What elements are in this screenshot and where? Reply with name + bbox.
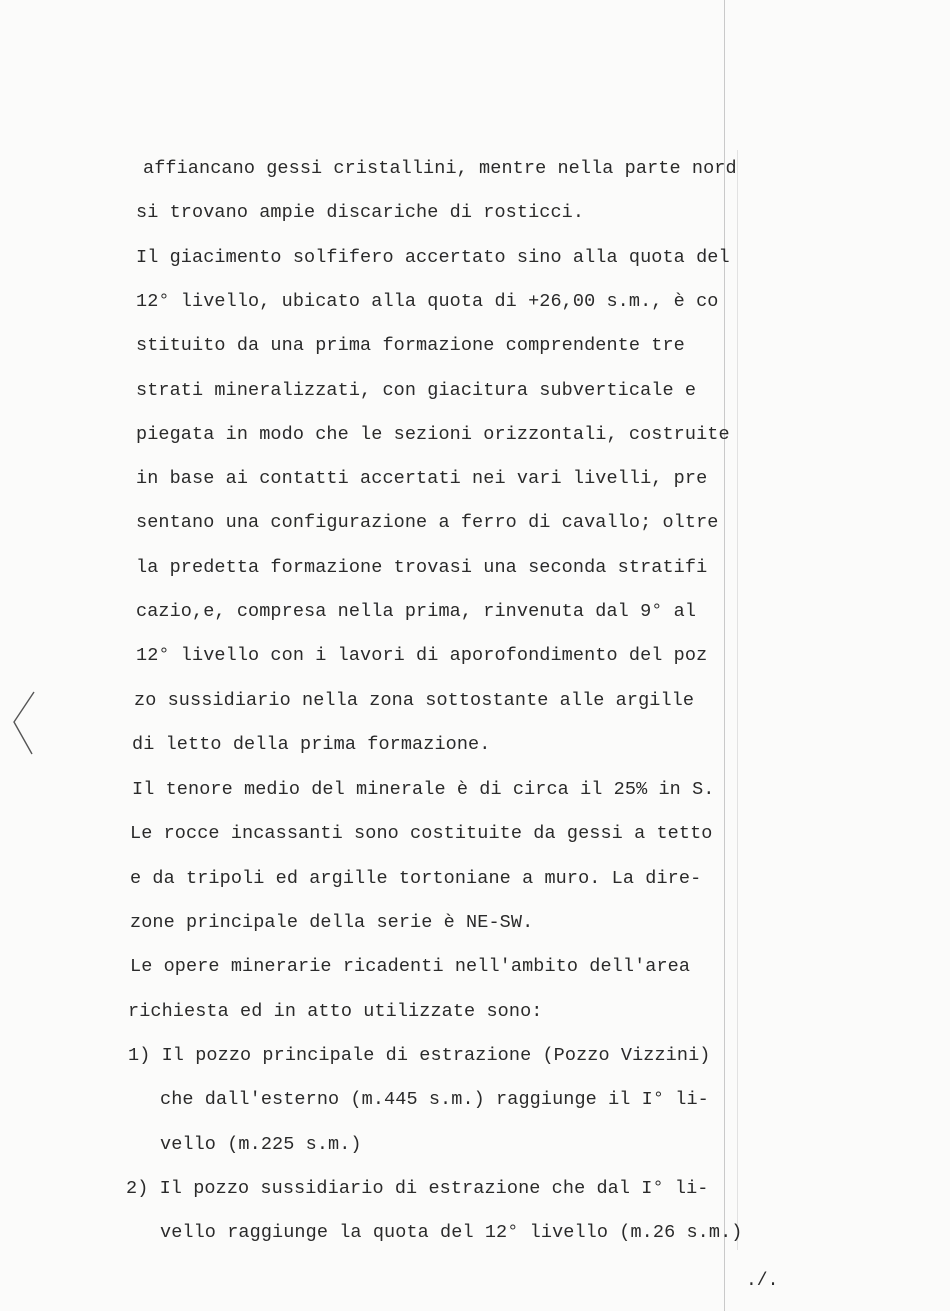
margin-rule-secondary (737, 150, 738, 1250)
text-line: zo sussidiario nella zona sottostante alle argille (134, 690, 695, 711)
text-line: Le rocce incassanti sono costituite da gessi a tetto (130, 823, 713, 844)
text-line: strati mineralizzati, con giacitura subverticale e (136, 380, 697, 401)
page-continuation-mark: ./. (746, 1271, 779, 1291)
margin-rule (724, 0, 725, 1311)
text-line: sentano una configurazione a ferro di cavallo; oltre (136, 512, 719, 533)
text-line: stituito da una prima formazione comprendente tre (136, 335, 685, 356)
text-line: Le opere minerarie ricadenti nell'ambito dell'area (130, 956, 691, 977)
list-item-text: 1) Il pozzo principale di estrazione (Pozzo Vizzini) (128, 1045, 711, 1066)
text-line: la predetta formazione trovasi una seconda stratifi (136, 557, 708, 578)
list-item-text: che dall'esterno (m.445 s.m.) raggiunge il I° li- (160, 1089, 709, 1110)
text-line: zone principale della serie è NE-SW. (130, 912, 534, 933)
list-item-text: 2) Il pozzo sussidiario di estrazione che dal I° li- (126, 1178, 709, 1199)
text-line: Il giacimento solfifero accertato sino alla quota del (136, 247, 730, 268)
text-line: piegata in modo che le sezioni orizzontali, costruite (136, 424, 730, 445)
text-line: di letto della prima formazione. (132, 734, 491, 755)
list-item-text: vello raggiunge la quota del 12° livello (m.26 s.m.) (160, 1222, 743, 1243)
list-item-text: vello (m.225 s.m.) (160, 1134, 362, 1155)
text-line: e da tripoli ed argille tortoniane a muro. La dire- (130, 868, 702, 889)
handwritten-bracket-mark (8, 688, 38, 758)
text-line: in base ai contatti accertati nei vari livelli, pre (136, 468, 708, 489)
text-line: Il tenore medio del minerale è di circa il 25% in S. (132, 779, 715, 800)
text-line: si trovano ampie discariche di rosticci. (136, 202, 585, 223)
text-line: 12° livello, ubicato alla quota di +26,00 s.m., è co (136, 291, 719, 312)
text-line: 12° livello con i lavori di aporofondimento del poz (136, 645, 708, 666)
text-line: affiancano gessi cristallini, mentre nella parte nord (143, 158, 737, 179)
text-line: cazio,e, compresa nella prima, rinvenuta dal 9° al (136, 601, 697, 622)
text-line: richiesta ed in atto utilizzate sono: (128, 1001, 543, 1022)
